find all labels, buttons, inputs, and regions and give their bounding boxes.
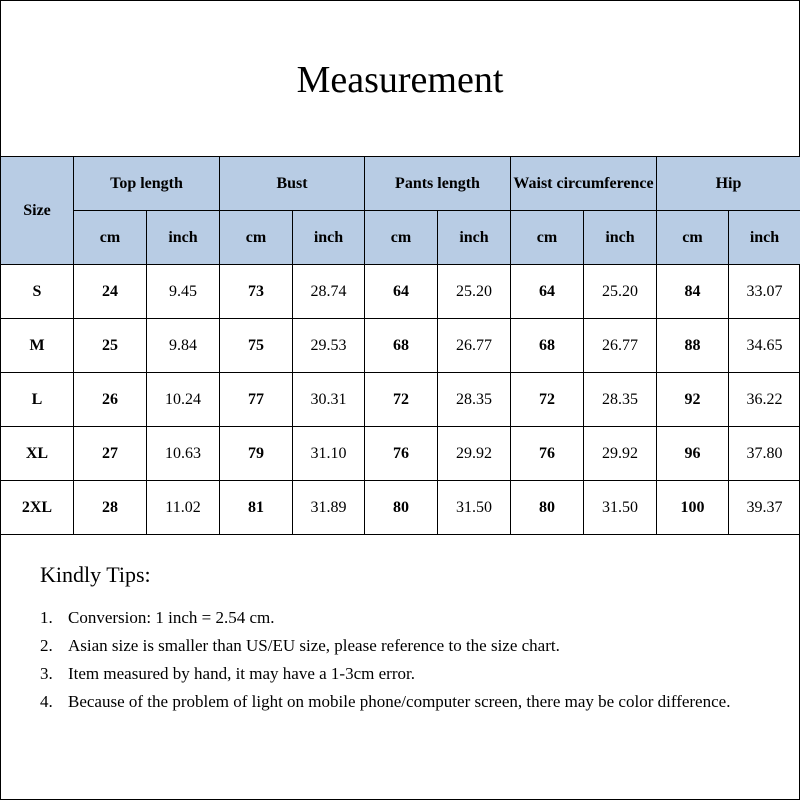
inch-value-cell: 26.77 [584,319,657,373]
unit-header-cm: cm [365,211,438,265]
table-row [1,265,800,319]
inch-value-cell: 28.35 [438,373,511,427]
tip-item [40,660,780,688]
inch-value-cell: 9.84 [147,319,220,373]
unit-header-inch: inch [438,211,511,265]
cm-value-cell: 100 [657,481,729,535]
cm-value-cell: 64 [365,265,438,319]
tip-item [40,688,780,716]
inch-value-cell: 29.53 [293,319,365,373]
cm-value-cell: 76 [511,427,584,481]
cm-value-cell: 72 [511,373,584,427]
inch-value-cell: 25.20 [438,265,511,319]
group-header-hip: Hip [657,157,800,211]
cm-value-cell: 77 [220,373,293,427]
cm-value-cell: 68 [511,319,584,373]
tips-list [40,604,780,716]
tip-number: 4. [40,692,53,711]
cm-value-cell: 84 [657,265,729,319]
group-header-top-length: Top length [74,157,220,211]
cm-value-cell: 73 [220,265,293,319]
tip-number: 2. [40,636,53,655]
cm-value-cell: 81 [220,481,293,535]
inch-value-cell: 34.65 [729,319,800,373]
table-body [1,265,800,535]
inch-value-cell: 10.24 [147,373,220,427]
header-row-units [1,211,800,265]
inch-value-cell: 29.92 [584,427,657,481]
inch-value-cell: 11.02 [147,481,220,535]
cm-value-cell: 24 [74,265,147,319]
cm-value-cell: 80 [511,481,584,535]
cm-value-cell: 26 [74,373,147,427]
size-cell: 2XL [1,481,74,535]
unit-header-cm: cm [511,211,584,265]
cm-value-cell: 25 [74,319,147,373]
inch-value-cell: 29.92 [438,427,511,481]
cm-value-cell: 76 [365,427,438,481]
cm-value-cell: 28 [74,481,147,535]
tip-text: Asian size is smaller than US/EU size, please reference to the size chart. [68,636,560,655]
inch-value-cell: 26.77 [438,319,511,373]
unit-header-cm: cm [74,211,147,265]
size-cell: L [1,373,74,427]
tip-number: 1. [40,608,53,627]
tip-text: Item measured by hand, it may have a 1-3cm error. [68,664,415,683]
inch-value-cell: 31.50 [584,481,657,535]
group-header-bust: Bust [220,157,365,211]
size-cell: XL [1,427,74,481]
table-row [1,319,800,373]
size-chart-table [0,156,800,535]
inch-value-cell: 39.37 [729,481,800,535]
page-title: Measurement [296,59,504,101]
cm-value-cell: 96 [657,427,729,481]
inch-value-cell: 28.35 [584,373,657,427]
cm-value-cell: 68 [365,319,438,373]
tip-text: Conversion: 1 inch = 2.54 cm. [68,608,275,627]
tip-item [40,632,780,660]
inch-value-cell: 9.45 [147,265,220,319]
unit-header-cm: cm [220,211,293,265]
unit-header-inch: inch [584,211,657,265]
inch-value-cell: 25.20 [584,265,657,319]
cm-value-cell: 79 [220,427,293,481]
inch-value-cell: 30.31 [293,373,365,427]
inch-value-cell: 31.10 [293,427,365,481]
size-cell: S [1,265,74,319]
cm-value-cell: 92 [657,373,729,427]
cm-value-cell: 80 [365,481,438,535]
table-row [1,481,800,535]
cm-value-cell: 64 [511,265,584,319]
header-row-groups [1,157,800,211]
inch-value-cell: 33.07 [729,265,800,319]
unit-header-inch: inch [293,211,365,265]
group-header-waist: Waist circumference [511,157,657,211]
cm-value-cell: 72 [365,373,438,427]
tips-section [40,560,780,716]
size-cell: M [1,319,74,373]
inch-value-cell: 36.22 [729,373,800,427]
cm-value-cell: 75 [220,319,293,373]
size-header: Size [1,157,74,265]
tip-text: Because of the problem of light on mobile phone/computer screen, there may be color difference. [68,692,731,711]
inch-value-cell: 28.74 [293,265,365,319]
table-row [1,373,800,427]
cm-value-cell: 27 [74,427,147,481]
cm-value-cell: 88 [657,319,729,373]
tip-item [40,604,780,632]
tip-number: 3. [40,664,53,683]
tips-title: Kindly Tips: [40,562,151,587]
inch-value-cell: 31.89 [293,481,365,535]
inch-value-cell: 10.63 [147,427,220,481]
unit-header-cm: cm [657,211,729,265]
unit-header-inch: inch [147,211,220,265]
group-header-pants-length: Pants length [365,157,511,211]
inch-value-cell: 31.50 [438,481,511,535]
table-row [1,427,800,481]
inch-value-cell: 37.80 [729,427,800,481]
unit-header-inch: inch [729,211,800,265]
